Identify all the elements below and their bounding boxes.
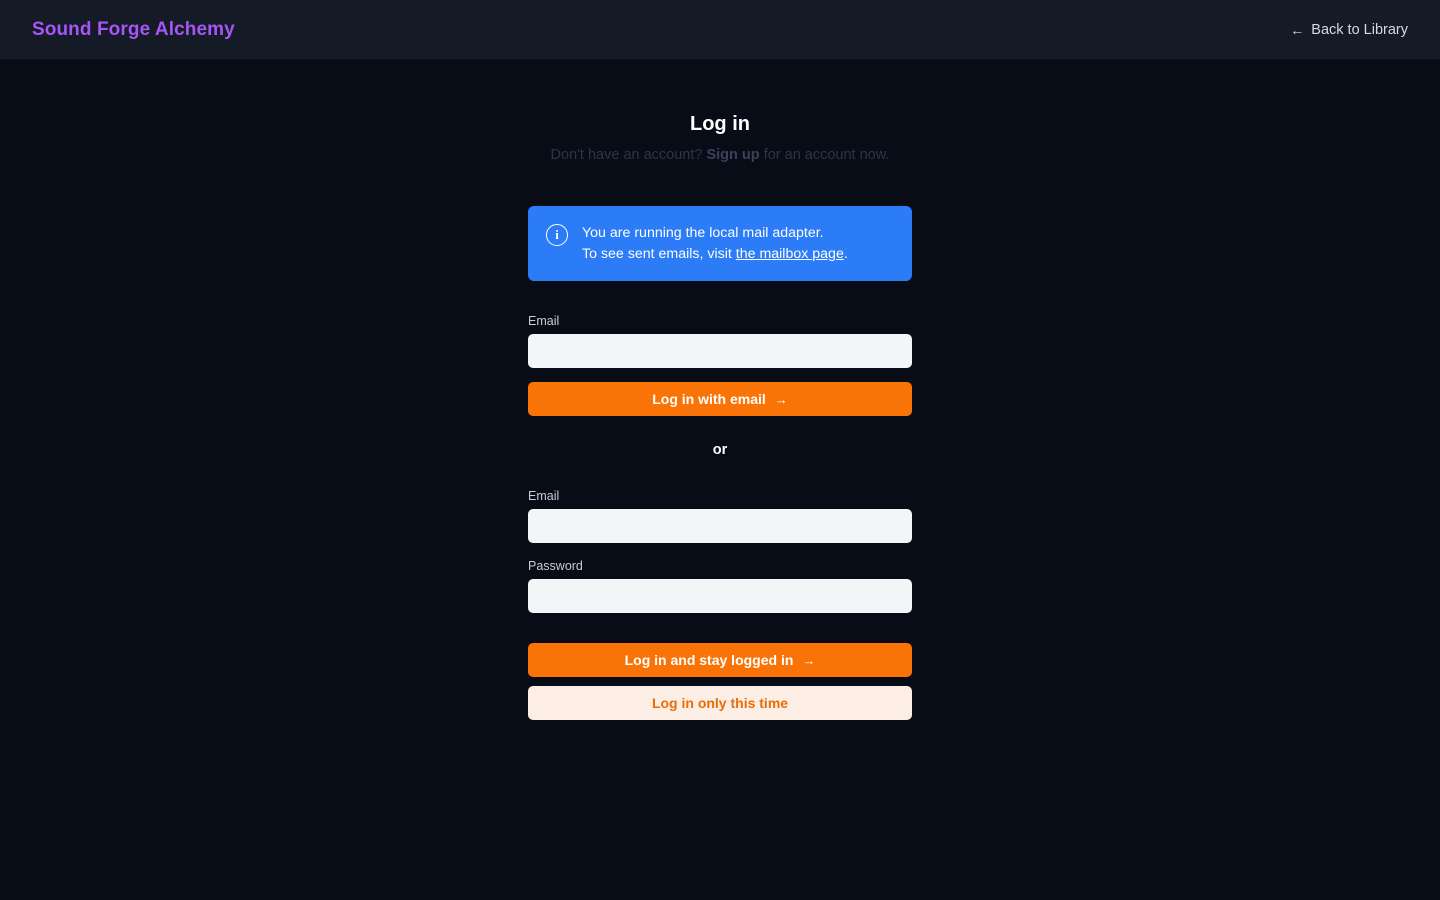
signup-prompt-after: for an account now. [763,147,890,163]
mailbox-page-link[interactable]: the mailbox page [735,245,844,262]
arrow-right-icon: → [802,652,816,668]
auth-form-column [528,206,912,720]
page-title: Log in [690,113,750,135]
app-brand: Sound Forge Alchemy [32,18,235,40]
password-form-email-label: Email [528,489,560,504]
mail-adapter-banner [528,206,912,281]
arrow-left-icon: ← [1290,21,1305,38]
log-in-stay-logged-in-button[interactable] [528,643,912,677]
login-page [0,60,1440,900]
log-in-with-email-button[interactable] [528,382,912,416]
password-label: Password [528,559,583,574]
log-in-stay-logged-in-label: Log in and stay logged in [624,652,794,669]
log-in-only-this-time-button[interactable] [528,686,912,720]
password-input[interactable] [528,579,912,613]
magic-link-email-group [528,314,912,368]
signup-link[interactable]: Sign up [706,147,760,163]
log-in-with-email-label: Log in with email [652,391,766,408]
password-group [528,559,912,613]
banner-line-1: You are running the local mail adapter. [582,225,824,242]
password-form-email-input[interactable] [528,509,912,543]
log-in-only-this-time-label: Log in only this time [651,695,789,712]
or-divider: or [712,442,728,459]
back-to-library-link[interactable] [1290,22,1408,38]
magic-link-email-label: Email [528,314,560,329]
top-bar [0,0,1440,60]
signup-prompt [551,145,890,165]
banner-line-2 [582,244,848,265]
banner-line-2-after: . [843,245,848,262]
arrow-right-icon: → [774,391,788,407]
mail-adapter-banner-text [582,223,848,264]
banner-line-2-before: To see sent emails, visit [582,245,732,262]
signup-prompt-before: Don't have an account? [550,147,703,163]
magic-link-email-input[interactable] [528,334,912,368]
info-icon: i [546,224,568,246]
back-to-library-label: Back to Library [1311,21,1408,38]
password-email-group [528,489,912,543]
